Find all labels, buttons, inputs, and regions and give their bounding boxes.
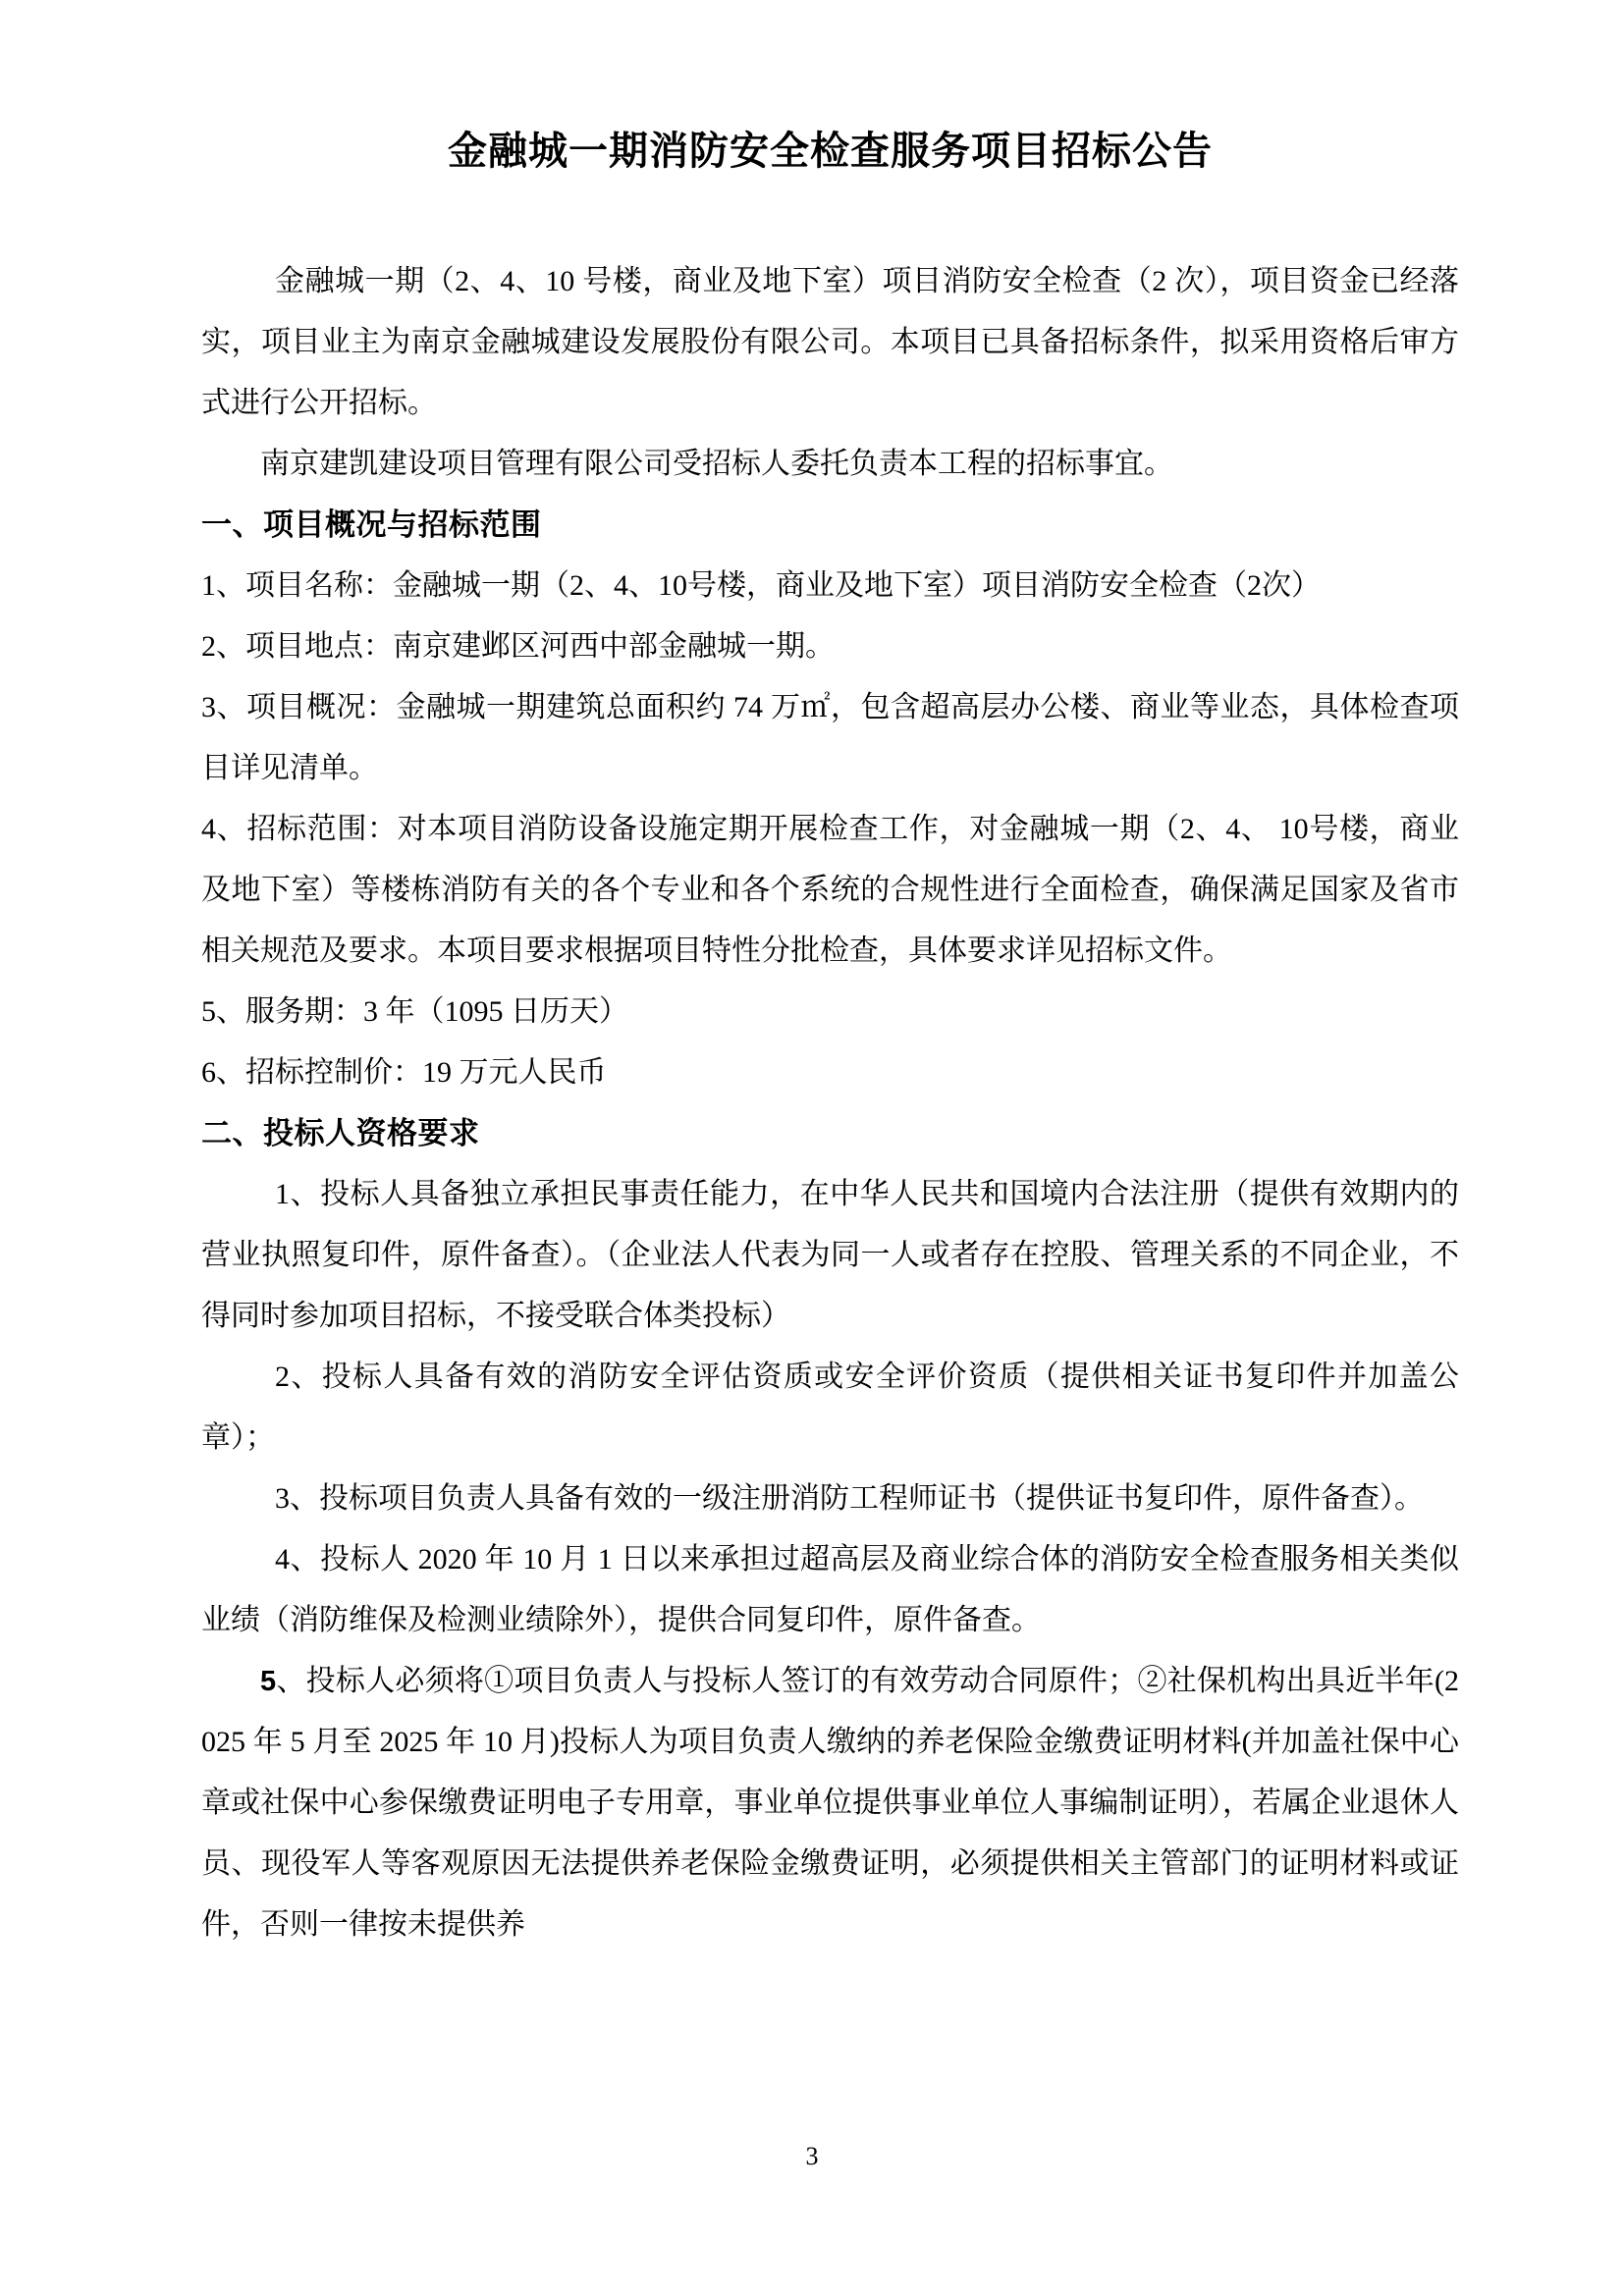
page-number: 3 bbox=[805, 2142, 819, 2170]
section1-item-project-location: 2、项目地点：南京建邺区河西中部金融城一期。 bbox=[201, 630, 835, 663]
intro-paragraph-1: 金融城一期（2、4、10 号楼，商业及地下室）项目消防安全检查（2 次），项目资金已经落实，项目业主为南京金融城建设发展股份有限公司。本项目已具备招标条件，拟采用资格后审方式进行公开招标。 bbox=[201, 265, 1459, 419]
section2-item-1: 1、投标人具备独立承担民事责任能力，在中华人民共和国境内合法注册（提供有效期内的营业执照复印件，原件备查）。（企业法人代表为同一人或者存在控股、管理关系的不同企业，不得同时参加项目招标，不接受联合体类投标） bbox=[201, 1178, 1459, 1332]
section1-item-project-overview: 3、项目概况：金融城一期建筑总面积约 74 万㎡，包含超高层办公楼、商业等业态，具体检查项目详见清单。 bbox=[201, 691, 1459, 784]
section1-item-price-ceiling: 6、招标控制价：19 万元人民币 bbox=[201, 1056, 607, 1089]
section2-item-5-text: 、投标人必须将①项目负责人与投标人签订的有效劳动合同原件；②社保机构出具近半年(2025 年 5 月至 2025 年 10 月)投标人为项目负责人缴纳的养老保险金缴费证明材料(并加盖社保中心章或社保中心参保缴费证明电子专用章，事业单位提供事业单位人事编制证明），若属企业退休人员、现役军人等客观原因无法提供养老保险金缴费证明，必须提供相关主管部门的证明材料或证件，否则一律按未提供养 bbox=[201, 1665, 1459, 1941]
section2-item-3: 3、投标项目负责人具备有效的一级注册消防工程师证书（提供证书复印件，原件备查）。 bbox=[275, 1482, 1424, 1515]
section2-item-4: 4、投标人 2020 年 10 月 1 日以来承担过超高层及商业综合体的消防安全检查服务相关类似业绩（消防维保及检测业绩除外），提供合同复印件，原件备查。 bbox=[201, 1543, 1459, 1636]
section2-item-2: 2、投标人具备有效的消防安全评估资质或安全评价资质（提供相关证书复印件并加盖公章）； bbox=[201, 1361, 1459, 1454]
page-title: 金融城一期消防安全检查服务项目招标公告 bbox=[448, 129, 1213, 173]
intro-paragraph-2: 南京建凯建设项目管理有限公司受招标人委托负责本工程的招标事宜。 bbox=[260, 448, 1173, 480]
section2-item-5-number: 5 bbox=[260, 1666, 277, 1697]
section1-item-tender-scope: 4、招标范围：对本项目消防设备设施定期开展检查工作，对金融城一期（2、4、 10号楼，商业及地下室）等楼栋消防有关的各个专业和各个系统的合规性进行全面检查，确保满足国家及省市相关规范及要求。本项目要求根据项目特性分批检查，具体要求详见招标文件。 bbox=[201, 813, 1459, 967]
section1-item-project-name: 1、项目名称：金融城一期（2、4、10号楼，商业及地下室）项目消防安全检查（2次） bbox=[201, 569, 1321, 602]
section1-item-service-period: 5、服务期：3 年（1095 日历天） bbox=[201, 995, 628, 1028]
section2-item-5 bbox=[201, 1651, 1459, 1955]
section1-heading: 一、项目概况与招标范围 bbox=[201, 507, 542, 542]
section2-heading: 二、投标人资格要求 bbox=[201, 1116, 480, 1150]
